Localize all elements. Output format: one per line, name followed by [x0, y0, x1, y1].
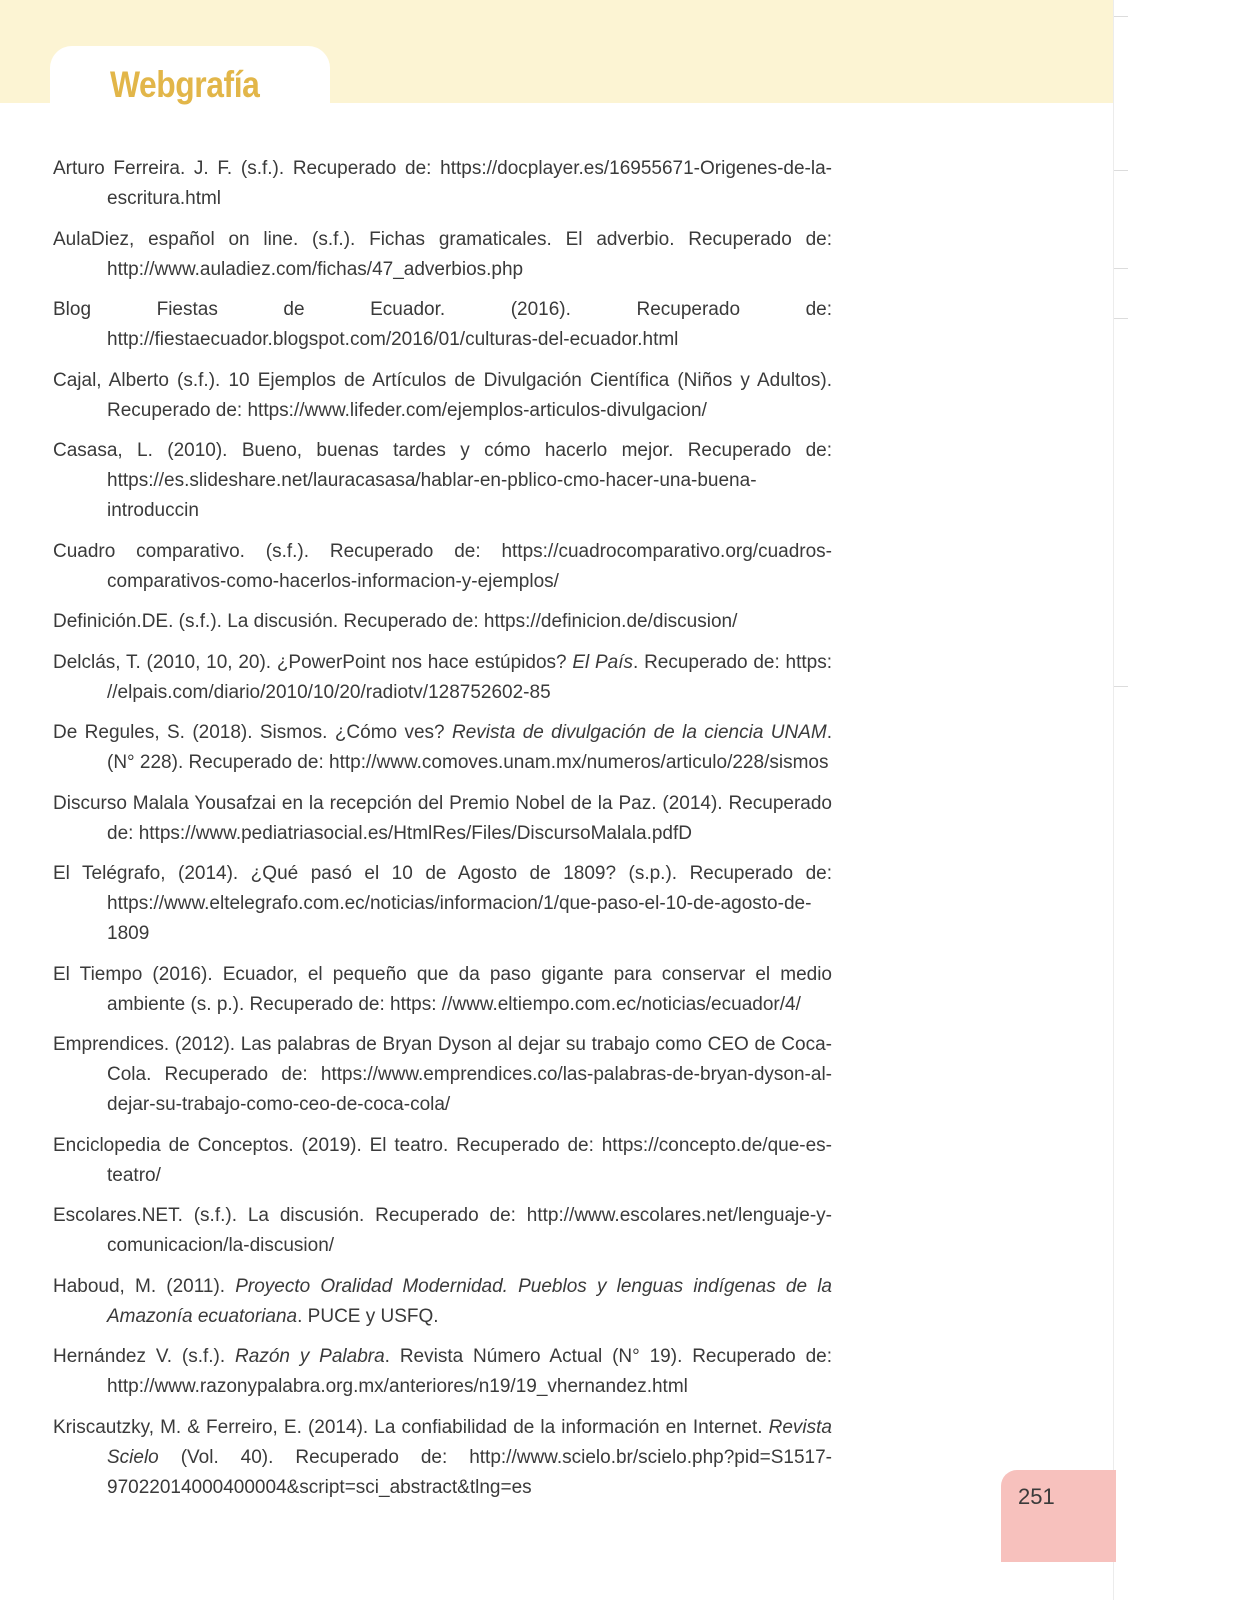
reference-text: Cuadro comparativo. (s.f.). Recuperado de: https://cuadrocomparativo.org/cuadros-comparativos-como-hacerlos-informacion-y-ejemplos/: [53, 540, 832, 592]
reference-title-italic: El País: [572, 651, 634, 673]
reference-text: El Tiempo (2016). Ecuador, el pequeño que da paso gigante para conservar el medio ambiente (s. p.). Recuperado de: https: //www.eltiempo.com.ec/noticias/ecuador/4/: [53, 963, 832, 1015]
reference-text: . (N° 228). Recuperado de: http://www.comoves.unam.mx/numeros/articulo/228/sismos: [107, 722, 832, 773]
reference-text: Escolares.NET. (s.f.). La discusión. Recuperado de: http://www.escolares.net/lenguaje-y-comunicacion/la-discusion/: [53, 1205, 832, 1256]
reference-text: Haboud, M. (2011).: [53, 1275, 236, 1297]
reference-entry: [53, 295, 832, 355]
reference-text: Enciclopedia de Conceptos. (2019). El teatro. Recuperado de: https://concepto.de/que-es-teatro/: [53, 1134, 832, 1186]
reference-text: Hernández V. (s.f.).: [53, 1346, 236, 1367]
reference-text: Arturo Ferreira. J. F. (s.f.). Recuperado de: https://docplayer.es/16955671-Origenes-de-la-escritura.html: [53, 158, 832, 209]
edge-mark: [1114, 170, 1128, 171]
page-number: 251: [1018, 1484, 1055, 1509]
reference-text: Kriscautzky, M. & Ferreiro, E. (2014). La confiabilidad de la información en Internet.: [53, 1416, 769, 1438]
reference-entry: [53, 537, 832, 597]
reference-text: (Vol. 40). Recuperado de: http://www.scielo.br/scielo.php?pid=S1517-97022014000400004&script=sci_abstract&tlng=es: [107, 1446, 832, 1498]
reference-text: El Telégrafo, (2014). ¿Qué pasó el 10 de Agosto de 1809? (s.p.). Recuperado de: https://www.eltelegrafo.com.ec/noticias/informacion/1/que-paso-el-10-de-agosto-de-1809: [53, 863, 832, 944]
reference-text: . Revista Número Actual (N° 19). Recuperado de: http://www.razonypalabra.org.mx/anteriores/n19/19_vhernandez.html: [107, 1346, 832, 1397]
reference-text: . PUCE y USFQ.: [297, 1305, 439, 1327]
reference-text: Definición.DE. (s.f.). La discusión. Recuperado de: https://definicion.de/discusion/: [53, 611, 738, 632]
reference-text: Discurso Malala Yousafzai en la recepción del Premio Nobel de la Paz. (2014). Recuperado de: https://www.pediatriasocial.es/HtmlRes/Files/DiscursoMalala.pdfD: [53, 792, 832, 844]
edge-mark: [1114, 318, 1128, 319]
reference-entry: [53, 960, 832, 1020]
reference-entry: [53, 154, 832, 214]
reference-title-italic: Revista de divulgación de la ciencia UNAM: [451, 722, 827, 743]
reference-entry: [53, 789, 832, 849]
reference-title-italic: Razón y Palabra: [235, 1346, 385, 1367]
edge-mark: [1114, 268, 1128, 269]
reference-entry: [53, 225, 832, 285]
reference-entry: [53, 366, 832, 426]
reference-text: AulaDiez, español on line. (s.f.). Fichas gramaticales. El adverbio. Recuperado de: http://www.auladiez.com/fichas/47_adverbios.php: [53, 228, 832, 280]
reference-entry: [53, 648, 832, 708]
reference-title-italic: Revista Scielo: [107, 1416, 832, 1468]
reference-title-italic: Proyecto Oralidad Modernidad. Pueblos y lenguas indígenas de la Amazonía ecuatoriana: [107, 1275, 832, 1327]
reference-entry: [53, 1342, 832, 1402]
page-title: Webgrafía: [110, 64, 260, 105]
reference-text: Delclás, T. (2010, 10, 20). ¿PowerPoint nos hace estúpidos?: [53, 651, 573, 673]
edge-mark: [1114, 686, 1128, 687]
reference-list: [53, 154, 832, 1513]
reference-text: . Recuperado de: https: //elpais.com/diario/2010/10/20/radiotv/128752602-85: [107, 651, 832, 703]
reference-entry: [53, 1030, 832, 1120]
reference-entry: [53, 859, 832, 949]
reference-text: De Regules, S. (2018). Sismos. ¿Cómo ves?: [53, 722, 452, 743]
edge-mark: [1114, 16, 1128, 17]
page-edge: [1113, 0, 1236, 1600]
reference-entry: [53, 718, 832, 778]
reference-text: Casasa, L. (2010). Bueno, buenas tardes y cómo hacerlo mejor. Recuperado de: https://es.slideshare.net/lauracasasa/hablar-en-pblico-cmo-hacer-una-buena-introduccin: [53, 440, 832, 521]
reference-entry: [53, 1201, 832, 1261]
reference-text: Blog Fiestas de Ecuador. (2016). Recuperado de: http://fiestaecuador.blogspot.com/2016/01/culturas-del-ecuador.html: [53, 299, 832, 350]
reference-entry: [53, 436, 832, 526]
reference-entry: [53, 1272, 832, 1332]
reference-text: Cajal, Alberto (s.f.). 10 Ejemplos de Artículos de Divulgación Científica (Niños y Adultos). Recuperado de: https://www.lifeder.com/ejemplos-articulos-divulgacion/: [53, 369, 832, 421]
reference-text: Emprendices. (2012). Las palabras de Bryan Dyson al dejar su trabajo como CEO de Coca-Cola. Recuperado de: https://www.emprendices.co/las-palabras-de-bryan-dyson-al-dejar-su-trabajo-como-ceo-de-coca-cola/: [53, 1034, 832, 1115]
reference-entry: [53, 1131, 832, 1191]
reference-entry: [53, 607, 832, 637]
reference-entry: [53, 1413, 832, 1503]
